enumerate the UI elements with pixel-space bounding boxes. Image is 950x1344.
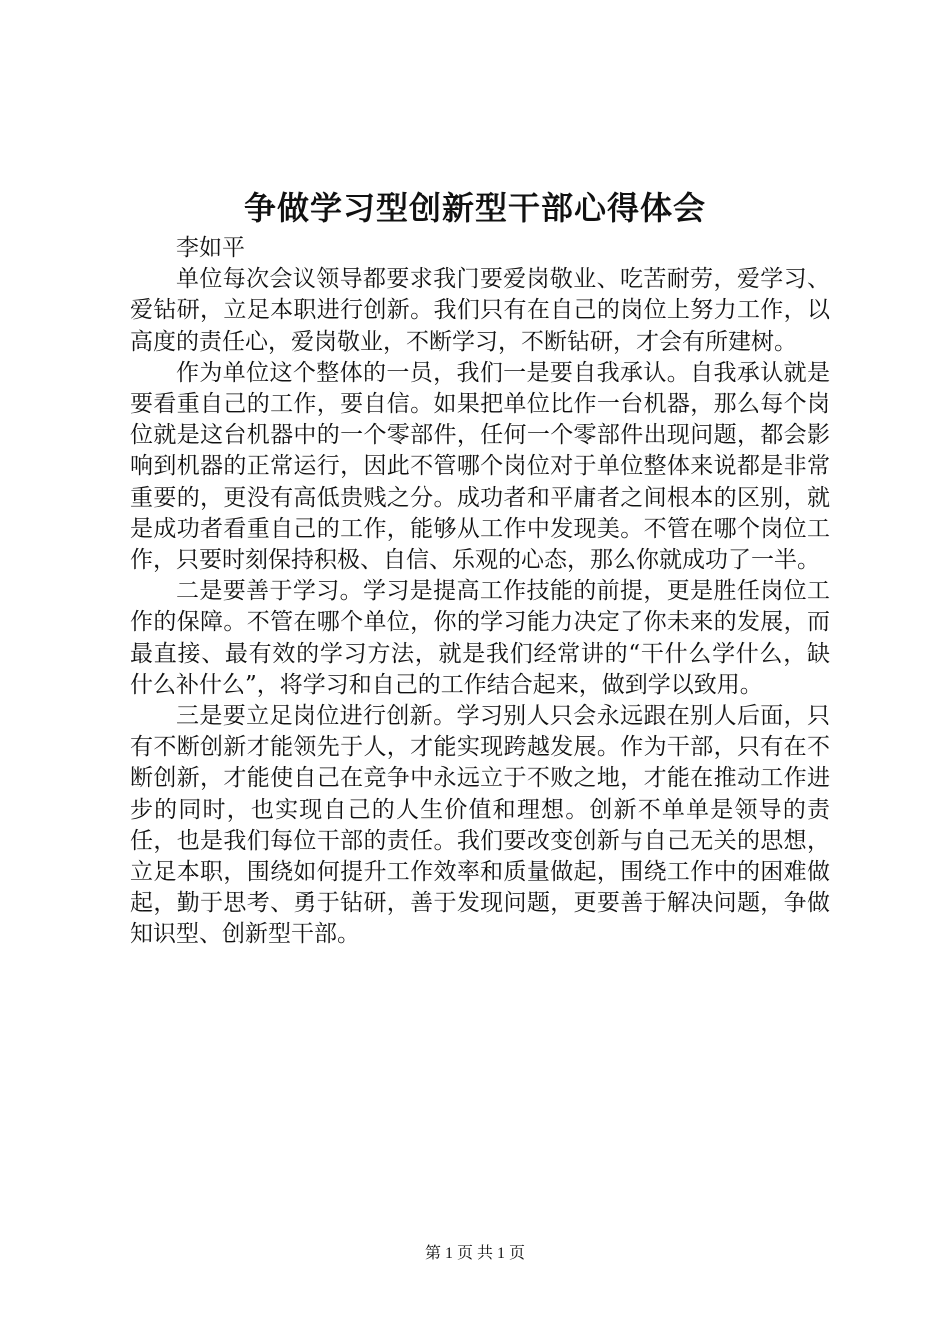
paragraph-3: 二是要善于学习。学习是提高工作技能的前提，更是胜任岗位工作的保障。不管在哪个单位，你的学习能力决定了你未来的发展，而最直接、最有效的学习方法，就是我们经常讲的“干什么学什么，缺什么补什么”，将学习和自己的工作结合起来，做到学以致用。 bbox=[130, 578, 830, 698]
paragraph-2: 作为单位这个整体的一员，我们一是要自我承认。自我承认就是要看重自己的工作，要自信。如果把单位比作一台机器，那么每个岗位就是这台机器中的一个零部件，任何一个零部件出现问题，都会影响到机器的正常运行，因此不管哪个岗位对于单位整体来说都是非常重要的，更没有高低贵贱之分。成功者和平庸者之间根本的区别，就是成功者看重自己的工作，能够从工作中发现美。不管在哪个岗位工作，只要时刻保持积极、自信、乐观的心态，那么你就成功了一半。 bbox=[130, 359, 830, 574]
document-title: 争做学习型创新型干部心得体会 bbox=[243, 189, 706, 227]
page-number-footer: 第 1 页 共 1 页 bbox=[424, 1245, 525, 1262]
author-name: 李如平 bbox=[176, 235, 245, 261]
paragraph-4: 三是要立足岗位进行创新。学习别人只会永远跟在别人后面，只有不断创新才能领先于人，才能实现跨越发展。作为干部，只有在不断创新，才能使自己在竞争中永远立于不败之地，才能在推动工作进步的同时，也实现自己的人生价值和理想。创新不单单是领导的责任，也是我们每位干部的责任。我们要改变创新与自己无关的思想，立足本职，围绕如何提升工作效率和质量做起，围绕工作中的困难做起，勤于思考、勇于钻研，善于发现问题，更要善于解决问题，争做知识型、创新型干部。 bbox=[130, 703, 830, 948]
document-body bbox=[130, 233, 830, 951]
paragraph-1: 单位每次会议领导都要求我门要爱岗敬业、吃苦耐劳，爱学习、爱钻研，立足本职进行创新。我们只有在自己的岗位上努力工作，以高度的责任心，爱岗敬业，不断学习，不断钻研，才会有所建树。 bbox=[130, 266, 830, 355]
